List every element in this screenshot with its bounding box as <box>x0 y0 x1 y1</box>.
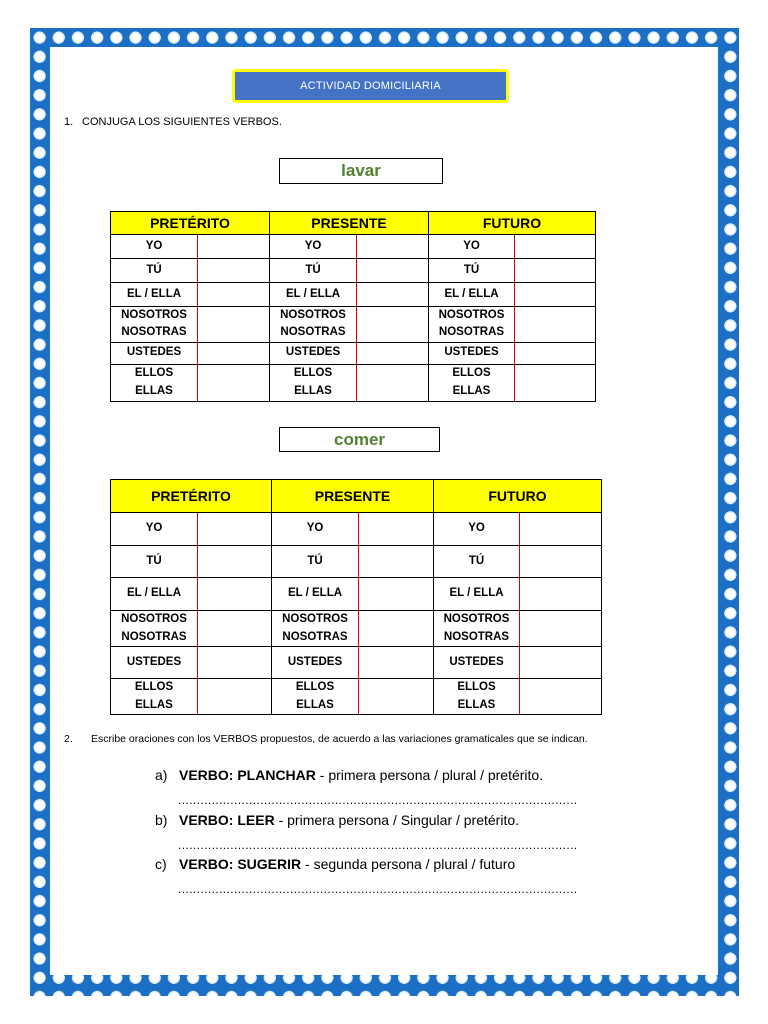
pronoun-label: ELLAS <box>294 384 332 397</box>
pronoun-label: USTEDES <box>126 655 182 668</box>
table-row <box>111 342 596 364</box>
pronoun-label: ELLAS <box>296 698 334 711</box>
pronoun-cell <box>270 235 357 259</box>
pronoun-cell <box>429 342 515 364</box>
pronoun-cell <box>111 235 198 259</box>
answer-cell[interactable] <box>357 283 429 307</box>
table-row <box>111 364 596 401</box>
answer-cell[interactable] <box>359 513 434 546</box>
item-detail: - segunda persona / plural / futuro <box>301 856 516 872</box>
item-detail: - primera persona / Singular / pretérito. <box>274 812 520 828</box>
pronoun-cell <box>270 342 357 364</box>
pronoun-label: EL / ELLA <box>126 587 182 600</box>
answer-cell[interactable] <box>515 235 596 259</box>
pronoun-label: NOSOTRAS <box>280 326 346 339</box>
pronoun-cell <box>434 546 520 578</box>
answer-cell[interactable] <box>359 611 434 647</box>
answer-cell[interactable] <box>515 342 596 364</box>
conjugation-table-comer <box>110 479 602 715</box>
verb-box-lavar: lavar <box>279 158 443 184</box>
pronoun-label: NOSOTROS <box>438 309 505 321</box>
answer-cell[interactable] <box>198 364 270 401</box>
pronoun-label: YO <box>468 522 485 535</box>
answer-cell[interactable] <box>520 647 602 679</box>
pronoun-label: YO <box>463 239 480 252</box>
pronoun-label: NOSOTROS <box>280 309 346 321</box>
pronoun-cell <box>429 307 515 343</box>
item-verb: VERBO: LEER <box>179 812 275 828</box>
answer-cell[interactable] <box>520 513 602 546</box>
pronoun-label: EL / ELLA <box>444 287 499 300</box>
pronoun-cell <box>429 259 515 283</box>
header-presente: PRESENTE <box>270 212 429 235</box>
pronoun-cell <box>272 647 359 679</box>
item-letter: a) <box>155 767 168 783</box>
item-letter: c) <box>155 856 167 872</box>
table-row <box>111 679 602 715</box>
table-header-row <box>111 480 602 513</box>
pronoun-cell <box>434 513 520 546</box>
pronoun-label: NOSOTROS <box>282 613 348 626</box>
table-row <box>111 307 596 343</box>
answer-cell[interactable] <box>520 611 602 647</box>
answer-cell[interactable] <box>198 611 272 647</box>
pronoun-cell <box>434 679 520 715</box>
answer-cell[interactable] <box>515 307 596 343</box>
pronoun-label: ELLOS <box>452 367 491 380</box>
answer-cell[interactable] <box>359 546 434 578</box>
table-body <box>111 513 602 715</box>
pronoun-cell <box>111 611 198 647</box>
pronoun-cell <box>429 283 515 307</box>
pronoun-label: EL / ELLA <box>285 287 341 300</box>
pronoun-cell <box>270 259 357 283</box>
answer-cell[interactable] <box>359 679 434 715</box>
answer-cell[interactable] <box>515 259 596 283</box>
pronoun-label: ELLOS <box>295 681 335 694</box>
pronoun-label: USTEDES <box>287 655 343 668</box>
pronoun-label: TÚ <box>463 263 480 276</box>
item-detail: - primera persona / plural / pretérito. <box>315 767 544 783</box>
pronoun-cell <box>429 235 515 259</box>
answer-cell[interactable] <box>357 307 429 343</box>
answer-cell[interactable] <box>357 259 429 283</box>
pronoun-label: ELLOS <box>457 681 496 694</box>
pronoun-label: NOSOTRAS <box>443 630 510 643</box>
pronoun-cell <box>272 513 359 546</box>
pronoun-cell <box>111 364 198 401</box>
answer-cell[interactable] <box>520 679 602 715</box>
pronoun-label: YO <box>306 522 324 535</box>
instruction-1-number: 1. <box>64 116 74 128</box>
pronoun-label: TÚ <box>146 263 162 276</box>
table-row <box>111 546 602 578</box>
pronoun-label: NOSOTROS <box>121 309 187 321</box>
answer-cell[interactable] <box>359 647 434 679</box>
item-verb: VERBO: SUGERIR <box>179 856 302 872</box>
item-letter: b) <box>155 812 168 828</box>
answer-cell[interactable] <box>198 546 272 578</box>
pronoun-label: ELLOS <box>134 681 174 694</box>
pronoun-label: USTEDES <box>285 346 341 359</box>
pronoun-label: TÚ <box>146 554 162 567</box>
pronoun-cell <box>272 679 359 715</box>
pronoun-label: NOSOTROS <box>443 613 510 626</box>
table-row <box>111 283 596 307</box>
answer-cell[interactable] <box>357 235 429 259</box>
pronoun-label: ELLAS <box>135 698 173 711</box>
pronoun-label: EL / ELLA <box>449 587 504 600</box>
header-preterito: PRETÉRITO <box>111 480 272 513</box>
pronoun-label: USTEDES <box>126 346 182 359</box>
pronoun-cell <box>434 578 520 611</box>
pronoun-cell <box>272 546 359 578</box>
pronoun-label: TÚ <box>468 554 485 567</box>
answer-cell[interactable] <box>520 546 602 578</box>
pronoun-cell <box>111 546 198 578</box>
table-row <box>111 647 602 679</box>
pronoun-label: YO <box>304 239 322 252</box>
pronoun-label: ELLAS <box>457 698 496 711</box>
instruction-2-number: 2. <box>64 733 73 745</box>
table-row <box>111 259 596 283</box>
instruction-2 <box>64 731 664 747</box>
pronoun-cell <box>272 611 359 647</box>
pronoun-cell <box>111 307 198 343</box>
pronoun-label: ELLOS <box>134 367 174 380</box>
answer-line-b[interactable]: ........................................................................................................... <box>178 840 578 850</box>
pronoun-label: TÚ <box>307 554 323 567</box>
answer-line-c[interactable]: ........................................................................................................... <box>178 884 578 894</box>
answer-cell[interactable] <box>198 513 272 546</box>
answer-cell[interactable] <box>515 364 596 401</box>
exercise-item-a <box>155 767 543 783</box>
pronoun-cell <box>111 342 198 364</box>
item-verb: VERBO: PLANCHAR <box>179 767 316 783</box>
verb-box-comer: comer <box>279 427 440 452</box>
header-presente: PRESENTE <box>272 480 434 513</box>
answer-cell[interactable] <box>515 283 596 307</box>
answer-cell[interactable] <box>357 364 429 401</box>
instruction-2-text: Escribe oraciones con los VERBOS propuestos, de acuerdo a las variaciones gramaticales que se indican. <box>91 733 588 745</box>
answer-cell[interactable] <box>198 235 270 259</box>
pronoun-label: USTEDES <box>449 655 504 668</box>
answer-cell[interactable] <box>198 578 272 611</box>
pronoun-label: EL / ELLA <box>126 287 182 300</box>
answer-cell[interactable] <box>520 578 602 611</box>
table-row <box>111 235 596 259</box>
pronoun-cell <box>429 364 515 401</box>
header-preterito: PRETÉRITO <box>111 212 270 235</box>
pronoun-label: NOSOTRAS <box>438 326 505 339</box>
pronoun-label: NOSOTROS <box>121 613 187 626</box>
header-futuro: FUTURO <box>434 480 602 513</box>
table-row <box>111 611 602 647</box>
pronoun-label: ELLOS <box>293 367 333 380</box>
pronoun-label: ELLAS <box>452 384 491 397</box>
pronoun-label: NOSOTRAS <box>282 630 348 643</box>
pronoun-cell <box>111 647 198 679</box>
pronoun-cell <box>270 364 357 401</box>
instruction-1 <box>64 116 282 128</box>
pronoun-cell <box>434 611 520 647</box>
answer-cell[interactable] <box>359 578 434 611</box>
table-header-row <box>111 212 596 235</box>
pronoun-cell <box>434 647 520 679</box>
activity-title: ACTIVIDAD DOMICILIARIA <box>232 69 509 103</box>
pronoun-cell <box>272 578 359 611</box>
table-row <box>111 578 602 611</box>
answer-cell[interactable] <box>198 283 270 307</box>
pronoun-label: NOSOTRAS <box>121 326 187 339</box>
answer-cell[interactable] <box>198 259 270 283</box>
pronoun-label: EL / ELLA <box>287 587 343 600</box>
exercise-item-b <box>155 812 519 828</box>
pronoun-label: YO <box>145 239 163 252</box>
exercise-item-c <box>155 856 515 872</box>
table-body <box>111 235 596 402</box>
pronoun-cell <box>111 259 198 283</box>
conjugation-table-lavar <box>110 211 596 402</box>
table-row <box>111 513 602 546</box>
pronoun-label: TÚ <box>305 263 321 276</box>
pronoun-label: YO <box>145 522 163 535</box>
answer-cell[interactable] <box>198 307 270 343</box>
instruction-1-text: CONJUGA LOS SIGUIENTES VERBOS. <box>82 116 282 128</box>
pronoun-label: ELLAS <box>135 384 173 397</box>
answer-cell[interactable] <box>198 679 272 715</box>
pronoun-cell <box>111 283 198 307</box>
pronoun-cell <box>111 513 198 546</box>
pronoun-cell <box>270 307 357 343</box>
answer-line-a[interactable]: ........................................................................................................... <box>178 795 578 805</box>
header-futuro: FUTURO <box>429 212 596 235</box>
answer-cell[interactable] <box>198 647 272 679</box>
answer-cell[interactable] <box>198 342 270 364</box>
pronoun-label: USTEDES <box>444 346 499 359</box>
answer-cell[interactable] <box>357 342 429 364</box>
pronoun-label: NOSOTRAS <box>121 630 187 643</box>
pronoun-cell <box>111 679 198 715</box>
pronoun-cell <box>270 283 357 307</box>
pronoun-cell <box>111 578 198 611</box>
